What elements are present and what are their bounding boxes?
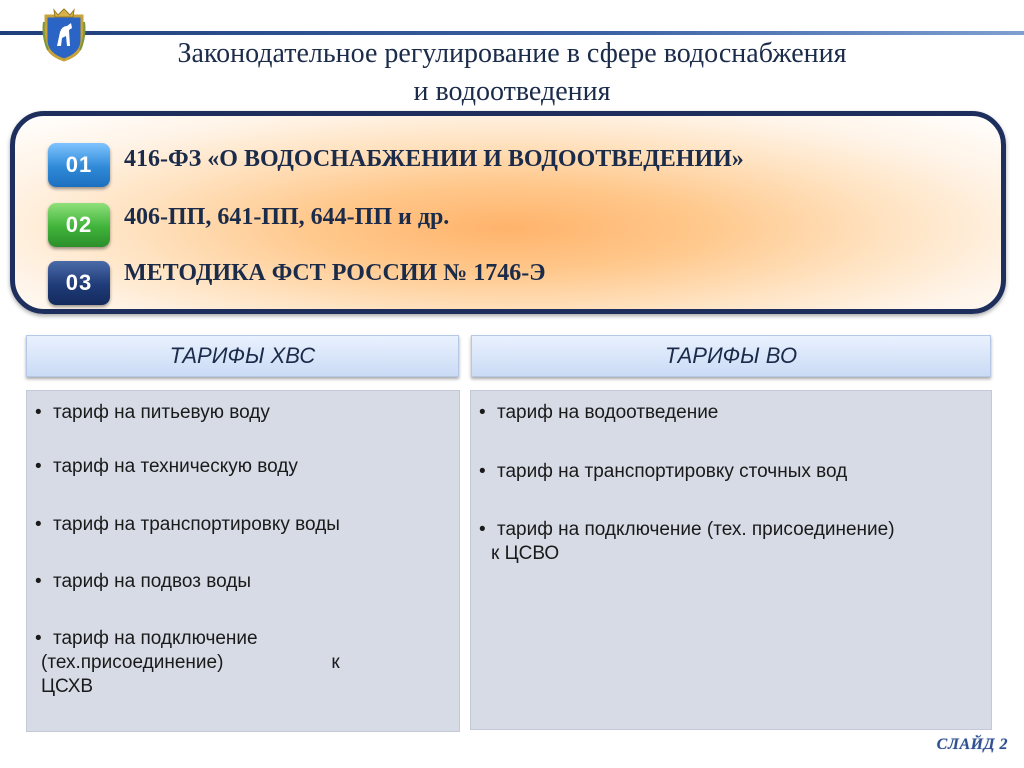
list-item-text: тариф на транспортировку сточных вод	[497, 461, 848, 482]
slide-number: СЛАЙД 2	[936, 736, 1008, 753]
bullet: •	[479, 461, 486, 482]
page-title	[0, 34, 1024, 112]
bullet: •	[35, 456, 42, 477]
wastewater-tariffs-header: ТАРИФЫ ВО	[471, 335, 991, 377]
list-item-continuation	[35, 651, 451, 675]
law-number-badge: 01	[48, 143, 110, 187]
law-item	[48, 261, 988, 307]
list-item-text: ЦСХВ	[41, 676, 94, 697]
list-item-text: тариф на питьевую воду	[53, 402, 270, 423]
law-number-badge: 03	[48, 261, 110, 305]
list-item	[35, 455, 451, 479]
list-item	[35, 627, 451, 699]
list-item	[479, 518, 983, 566]
list-item	[35, 513, 451, 537]
list-item-text: (тех.присоединение)	[41, 652, 224, 673]
title-line-2: и водоотведения	[413, 76, 611, 107]
list-item-text: тариф на транспортировку воды	[53, 514, 340, 535]
law-number-badge: 02	[48, 203, 110, 247]
bullet: •	[35, 514, 42, 535]
list-item-text: к ЦСВО	[491, 543, 560, 564]
list-item-text: к	[331, 652, 340, 673]
list-item-text: тариф на подвоз воды	[53, 571, 252, 592]
law-text: МЕТОДИКА ФСТ РОССИИ № 1746-Э	[124, 260, 546, 286]
list-item-text: тариф на подключение (тех. присоединение)	[497, 519, 895, 540]
law-item	[48, 143, 988, 189]
list-item-text: тариф на техническую воду	[53, 456, 298, 477]
wastewater-tariffs-list	[470, 390, 992, 730]
bullet: •	[35, 628, 42, 649]
list-item	[479, 401, 983, 425]
law-text: 406-ПП, 641-ПП, 644-ПП и др.	[124, 204, 450, 230]
cold-water-tariffs-list	[26, 390, 460, 732]
cold-water-tariffs-header: ТАРИФЫ ХВС	[26, 335, 459, 377]
list-item	[35, 570, 451, 594]
legislation-panel	[10, 111, 1006, 314]
law-item	[48, 203, 988, 249]
list-item	[35, 401, 451, 425]
bullet: •	[35, 571, 42, 592]
list-item-text: тариф на подключение	[53, 628, 258, 649]
bullet: •	[479, 519, 486, 540]
list-item-text: тариф на водоотведение	[497, 402, 719, 423]
law-text: 416-ФЗ «О ВОДОСНАБЖЕНИИ И ВОДООТВЕДЕНИИ»	[124, 146, 744, 172]
bullet: •	[479, 402, 486, 423]
bullet: •	[35, 402, 42, 423]
list-item	[479, 460, 983, 484]
title-line-1: Законодательное регулирование в сфере водоснабжения	[177, 38, 847, 69]
